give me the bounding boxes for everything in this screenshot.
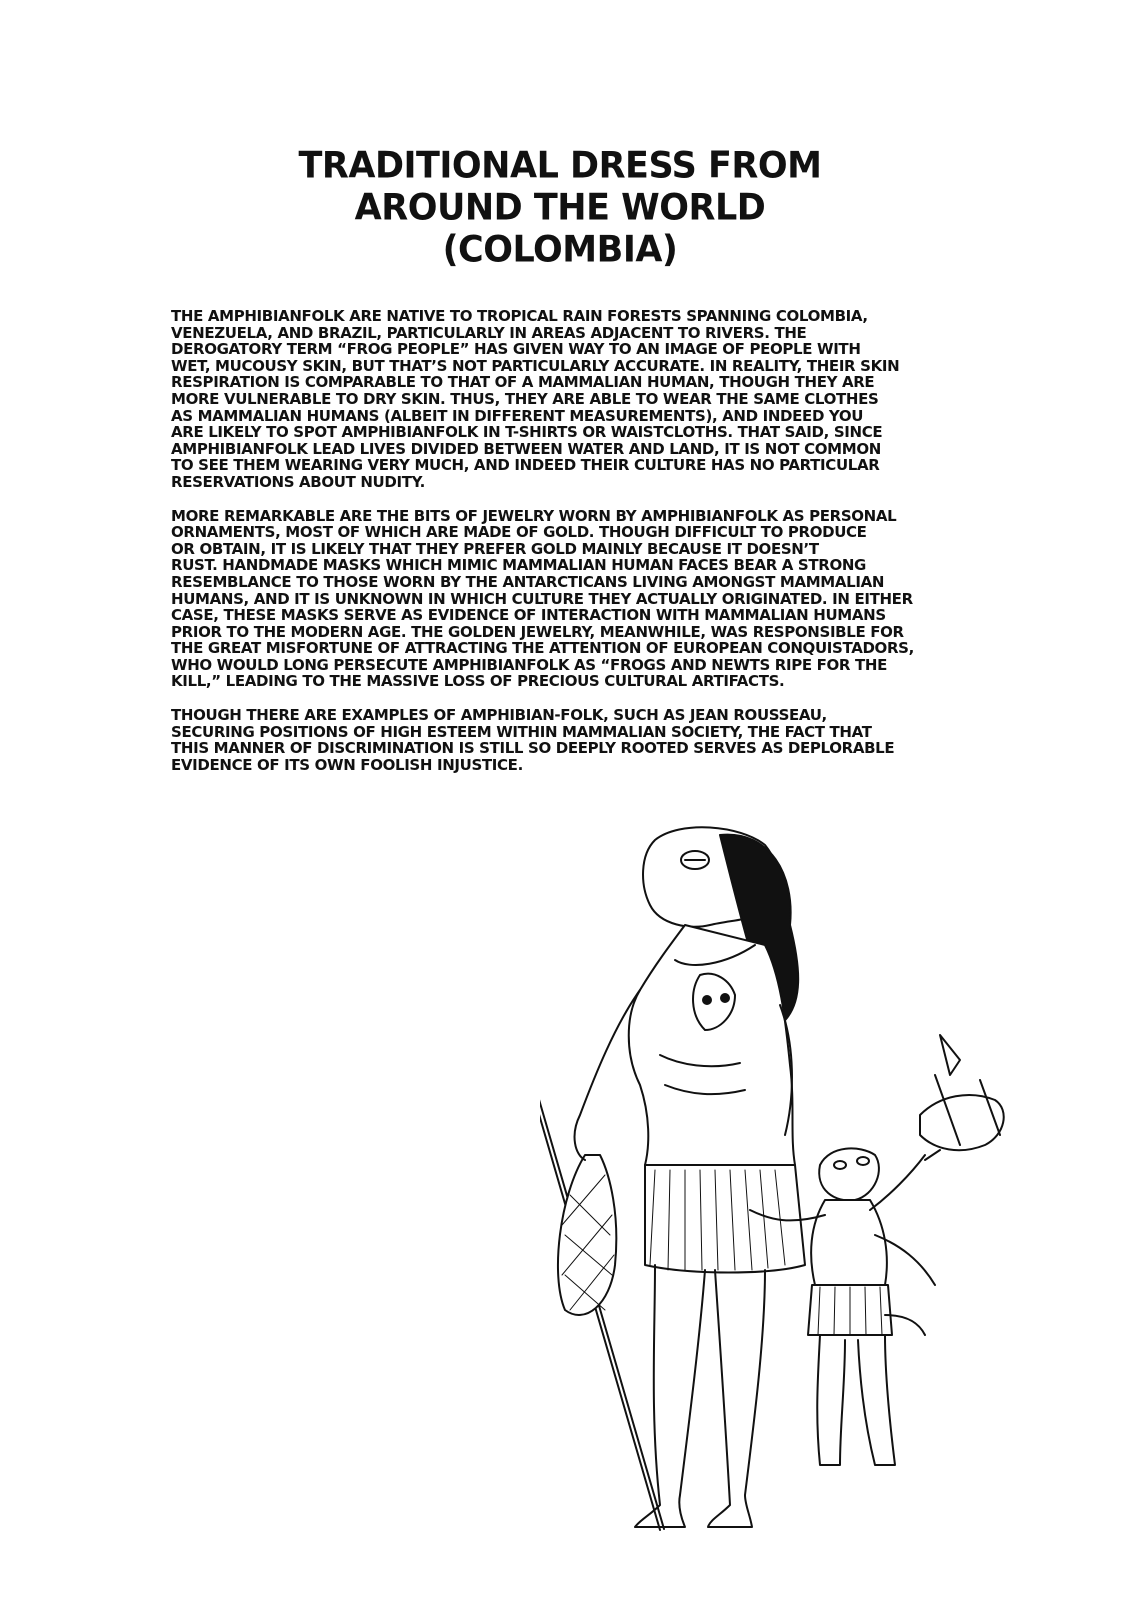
paragraph-2: MORE REMARKABLE ARE THE BITS OF JEWELRY WORN BY AMPHIBIANFOLK AS PERSONAL ORNAMENTS, MOST OF WHICH ARE MADE OF GOLD. THOUGH DIFFICULT TO PRODUCE OR OBTAIN, IT IS LIKELY THAT THEY PREFER GOLD MAINLY BECAUSE IT DOESN’T RUST. HANDMADE MASKS WHICH MIMIC MAMMALIAN HUMAN FACES BEAR A STRONG RESEMBLANCE TO THOSE WORN BY THE ANTARCTICANS LIVING AMONGST MAMMALIAN HUMANS, AND IT IS UNKNOWN IN WHICH CULTURE THEY ACTUALLY ORIGINATED. IN EITHER CASE, THESE MASKS SERVE AS EVIDENCE OF INTERACTION WITH MAMMALIAN HUMANS PRIOR TO THE MODERN AGE. THE GOLDEN JEWELRY, MEANWHILE, WAS RESPONSIBLE FOR THE GREAT MISFORTUNE OF ATTRACTING THE ATTENTION OF EUROPEAN CONQUISTADORS, WHO WOULD LONG PERSECUTE AMPHIBIANFOLK AS “FROGS AND NEWTS RIPE FOR THE KILL,” LEADING TO THE MASSIVE LOSS OF PRECIOUS CULTURAL ARTIFACTS. — [171, 506, 914, 691]
page-title — [260, 145, 860, 271]
article-body — [171, 308, 933, 790]
paragraph-1: THE AMPHIBIANFOLK ARE NATIVE TO TROPICAL RAIN FORESTS SPANNING COLOMBIA, VENEZUELA, AND BRAZIL, PARTICULARLY IN AREAS ADJACENT TO RIVERS. THE DEROGATORY TERM “FROG PEOPLE” HAS GIVEN WAY TO AN IMAGE OF PEOPLE WITH WET, MUCOUSY SKIN, BUT THAT’S NOT PARTICULARLY ACCURATE. IN REALITY, THEIR SKIN RESPIRATION IS COMPARABLE TO THAT OF A MAMMALIAN HUMAN, THOUGH THEY ARE MORE VULNERABLE TO DRY SKIN. THUS, THEY ARE ABLE TO WEAR THE SAME CLOTHES AS MAMMALIAN HUMANS (ALBEIT IN DIFFERENT MEASUREMENTS), AND INDEED YOU ARE LIKELY TO SPOT AMPHIBIANFOLK IN T-SHIRTS OR WAISTCLOTHS. THAT SAID, SINCE AMPHIBIANFOLK LEAD LIVES DIVIDED BETWEEN WATER AND LAND, IT IS NOT COMMON TO SEE THEM WEARING VERY MUCH, AND INDEED THEIR CULTURE HAS NO PARTICULAR RESERVATIONS ABOUT NUDITY. — [171, 307, 900, 491]
title-line-1: TRADITIONAL DRESS FROM — [298, 145, 822, 187]
amphibianfolk-illustration — [540, 815, 1040, 1545]
net-bag-icon — [558, 1155, 616, 1315]
paragraph-3: THOUGH THERE ARE EXAMPLES OF AMPHIBIAN-FOLK, SUCH AS JEAN ROUSSEAU, SECURING POSITIONS OF HIGH ESTEEM WITHIN MAMMALIAN SOCIETY, THE FACT THAT THIS MANNER OF DISCRIMINATION IS STILL SO DEEPLY ROOTED SERVES AS DEPLORABLE EVIDENCE OF ITS OWN FOOLISH INJUSTICE. — [171, 706, 895, 774]
title-line-3: (COLOMBIA) — [442, 229, 678, 271]
title-line-2: AROUND THE WORLD — [354, 187, 766, 229]
toy-plane-icon — [920, 1035, 1004, 1160]
